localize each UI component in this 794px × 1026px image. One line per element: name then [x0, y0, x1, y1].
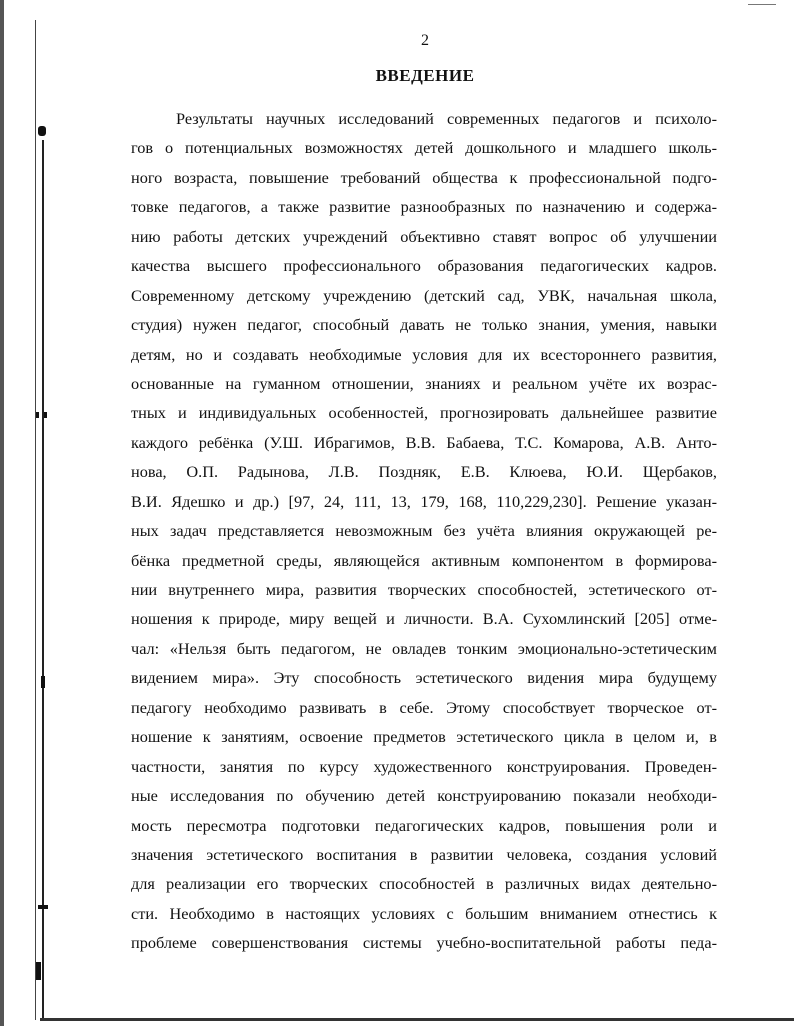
text-line: нова, О.П. Радынова, Л.В. Поздняк, Е.В. Клюева, Ю.И. Щербаков,	[131, 462, 717, 482]
text-line: частности, занятия по курсу художественного конструирования. Проведен-	[131, 756, 717, 776]
text-line: каждого ребёнка (У.Ш. Ибрагимов, В.В. Бабаева, Т.С. Комарова, А.В. Анто-	[131, 432, 717, 452]
body-paragraph	[131, 104, 717, 958]
text-line: тных и индивидуальных особенностей, прогнозировать дальнейшее развитие	[131, 403, 717, 423]
text-line: студия) нужен педагог, способный давать не только знания, умения, навыки	[131, 315, 717, 335]
text-line: нию работы детских учреждений объективно ставят вопрос об улучшении	[131, 226, 717, 246]
scan-binding-line	[42, 140, 44, 1020]
text-line: бёнка предметной среды, являющейся активным компонентом в формирова-	[131, 550, 717, 570]
text-line: педагогу необходимо развивать в себе. Этому способствует творческое от-	[131, 697, 717, 717]
scan-mark	[36, 412, 39, 418]
text-line: гов о потенциальных возможностях детей дошкольного и младшего школь-	[131, 138, 717, 158]
text-line: Современному детскому учреждению (детский сад, УВК, начальная школа,	[131, 285, 717, 305]
scan-mark	[41, 676, 45, 688]
scan-mark	[38, 905, 48, 909]
section-heading: ВВЕДЕНИЕ	[375, 66, 475, 85]
text-line: детям, но и создавать необходимые условия для их всестороннего развития,	[131, 344, 717, 364]
text-line: ных задач представляется невозможным без учёта влияния окружающей ре-	[131, 521, 717, 541]
text-line: нии внутреннего мира, развития творческих способностей, эстетического от-	[131, 580, 717, 599]
text-line: ношения к природе, миру вещей и личности. В.А. Сухомлинский [205] отме-	[131, 609, 717, 629]
scan-mark	[44, 412, 47, 418]
text-line: ного возраста, повышение требований общества к профессиональной подго-	[131, 167, 717, 187]
text-line: Результаты научных исследований современных педагогов и психоло-	[176, 109, 717, 128]
scan-mark	[38, 126, 46, 136]
text-line: значения эстетического воспитания в развитии человека, создания условий	[131, 844, 717, 864]
page-number: 2	[421, 32, 429, 49]
scan-mark	[36, 962, 41, 980]
text-line: качества высшего профессионального образования педагогических кадров.	[131, 256, 717, 276]
text-line: чал: «Нельзя быть педагогом, не овладев тонким эмоционально-эстетическим	[131, 638, 717, 658]
text-line: видением мира». Эту способность эстетического видения мира будущему	[131, 668, 717, 688]
text-line: ношение к занятиям, освоение предметов эстетического цикла в целом и, в	[131, 727, 717, 747]
text-line: ные исследования по обучению детей конструированию показали необходи-	[131, 786, 717, 806]
text-line: сти. Необходимо в настоящих условиях с большим вниманием отнестись к	[131, 903, 717, 923]
scan-bottom-edge	[40, 1018, 794, 1021]
text-line: основанные на гуманном отношении, знаниях и реальном учёте их возрас-	[131, 373, 717, 393]
text-line: проблеме совершенствования системы учебно-воспитательной работы педа-	[131, 933, 717, 953]
scan-binding-line-outer	[35, 20, 36, 1020]
text-line: для реализации его творческих способностей в различных видах деятельно-	[131, 874, 717, 894]
text-line: мость пересмотра подготовки педагогических кадров, повышения роли и	[131, 815, 717, 835]
text-line: товке педагогов, а также развитие разнообразных по назначению и содержа-	[131, 197, 717, 217]
scan-left-edge	[0, 0, 4, 1026]
text-line: В.И. Ядешко и др.) [97, 24, 111, 13, 179, 168, 110,229,230]. Решение указан-	[131, 491, 717, 511]
scan-corner-tick	[748, 4, 776, 5]
